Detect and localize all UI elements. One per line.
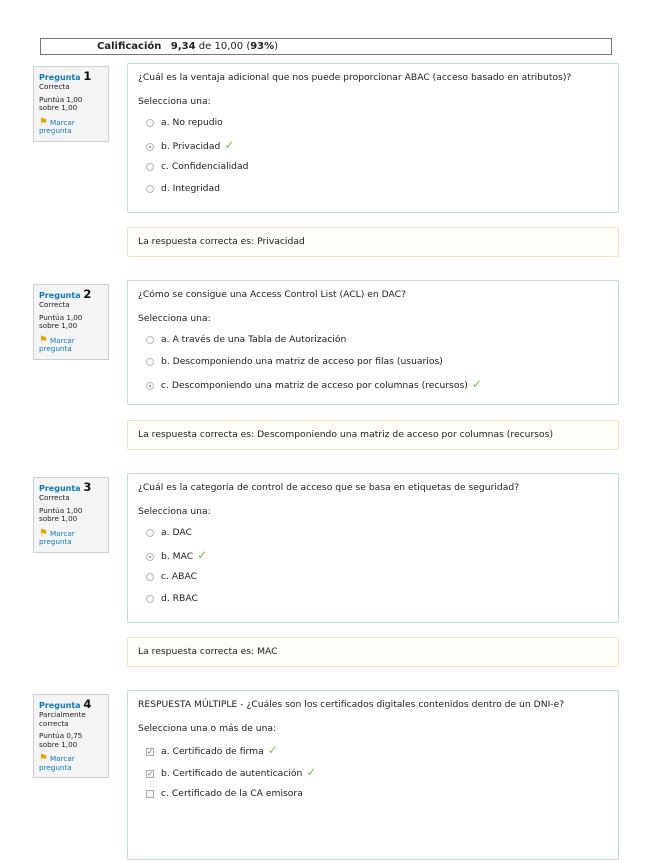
radio-button[interactable]	[146, 119, 154, 127]
answer-option[interactable]	[138, 761, 608, 783]
flag-question-link[interactable]	[39, 527, 104, 547]
check-icon: ✓	[224, 138, 235, 152]
radio-button[interactable]	[146, 358, 154, 366]
answer-option[interactable]	[138, 156, 608, 178]
option-label: b. Certificado de autenticación	[161, 768, 303, 779]
question-mark: Puntúa 0,75 sobre 1,00	[39, 731, 83, 749]
question-prompt: Selecciona una:	[138, 96, 211, 107]
option-label: a. Certificado de firma	[161, 746, 264, 757]
grade-score: 9,34	[170, 41, 196, 52]
option-label: a. A través de una Tabla de Autorización	[161, 334, 347, 345]
question-label: Pregunta	[39, 291, 81, 300]
question-prompt: Selecciona una:	[138, 506, 211, 517]
grade-pct-close: )	[274, 41, 279, 52]
question-mark: Puntúa 1,00 sobre 1,00	[39, 94, 83, 112]
flag-question-link[interactable]	[39, 334, 104, 354]
answer-option[interactable]	[138, 544, 608, 566]
radio-button[interactable]	[146, 163, 154, 171]
question-label: Pregunta	[39, 73, 81, 82]
check-icon: ✓	[471, 377, 482, 391]
question-mark: Puntúa 1,00 sobre 1,00	[39, 505, 83, 523]
question-content	[127, 473, 619, 623]
question-prompt: Selecciona una:	[138, 313, 211, 324]
answer-option[interactable]	[138, 351, 608, 373]
checkbox[interactable]: ✓	[147, 747, 153, 756]
checkbox[interactable]: ✓	[147, 769, 153, 778]
question-text: ¿Cómo se consigue una Access Control List (ACL) en DAC?	[138, 289, 406, 300]
radio-button[interactable]	[146, 529, 154, 537]
flag-label: Marcar pregunta	[39, 117, 75, 135]
answer-option[interactable]	[138, 522, 608, 544]
grade-label: Calificación	[97, 41, 162, 52]
flag-icon: ⚑	[39, 334, 48, 346]
flag-icon: ⚑	[39, 753, 48, 764]
answer-option[interactable]	[138, 588, 608, 610]
option-label: b. Descomponiendo una matriz de acceso por filas (usuarios)	[161, 356, 443, 367]
question-label: Pregunta	[39, 701, 81, 710]
answer-option[interactable]	[138, 329, 608, 351]
option-label: c. Confidencialidad	[161, 161, 249, 172]
answer-option[interactable]	[138, 566, 608, 588]
radio-button[interactable]	[146, 573, 154, 581]
option-label: c. ABAC	[161, 571, 198, 582]
radio-button[interactable]	[146, 595, 154, 603]
question-number: 3	[83, 480, 92, 494]
option-label: b. Privacidad	[161, 141, 221, 152]
check-icon: ✓	[267, 743, 278, 757]
correct-answer-feedback: La respuesta correcta es: Descomponiendo una matriz de acceso por columnas (recursos)	[127, 420, 619, 450]
flag-question-link[interactable]	[39, 116, 104, 136]
question-text: ¿Cuál es la categoría de control de acceso que se basa en etiquetas de seguridad?	[138, 482, 520, 493]
check-icon: ✓	[197, 548, 208, 562]
radio-button[interactable]	[146, 553, 154, 561]
question-state: Correcta	[39, 82, 70, 91]
flag-label: Marcar pregunta	[39, 754, 75, 772]
question-state: Parcialmente correcta	[39, 710, 86, 728]
correct-answer-feedback: La respuesta correcta es: Privacidad	[127, 227, 619, 257]
grade-sep: de	[198, 41, 212, 52]
option-label: a. DAC	[161, 527, 192, 538]
question-number: 4	[83, 697, 92, 711]
question-info	[33, 694, 109, 778]
flag-icon: ⚑	[39, 527, 48, 539]
question-state: Correcta	[39, 300, 70, 309]
question-text: RESPUESTA MÚLTIPLE - ¿Cuáles son los certificados digitales contenidos dentro de un DNI-e?	[138, 699, 565, 710]
answer-option[interactable]	[138, 373, 608, 395]
answer-option[interactable]	[138, 134, 608, 156]
radio-button[interactable]	[146, 143, 154, 151]
option-label: d. Integridad	[161, 183, 220, 194]
radio-button[interactable]	[146, 382, 154, 390]
correct-answer-feedback: La respuesta correcta es: MAC	[127, 637, 619, 667]
option-label: c. Descomponiendo una matriz de acceso por columnas (recursos)	[161, 380, 468, 391]
answer-option[interactable]	[138, 739, 608, 761]
answer-option[interactable]	[138, 112, 608, 134]
flag-question-link[interactable]	[39, 755, 104, 772]
grade-percent: 93%	[250, 41, 275, 52]
flag-label: Marcar pregunta	[39, 335, 75, 353]
option-label: a. No repudio	[161, 117, 223, 128]
question-state: Correcta	[39, 493, 70, 502]
question-mark: Puntúa 1,00 sobre 1,00	[39, 312, 83, 330]
answer-option[interactable]	[138, 178, 608, 200]
grade-pct-open: (	[246, 41, 251, 52]
option-label: b. MAC	[161, 551, 194, 562]
radio-button[interactable]	[146, 185, 154, 193]
checkbox[interactable]	[146, 790, 154, 798]
option-label: d. RBAC	[161, 593, 198, 604]
question-number: 1	[83, 69, 92, 83]
radio-button[interactable]	[146, 336, 154, 344]
question-content	[127, 280, 619, 405]
question-info	[33, 66, 109, 142]
answer-option[interactable]	[138, 783, 608, 805]
question-content	[127, 690, 619, 860]
question-prompt: Selecciona una o más de una:	[138, 723, 277, 734]
question-number: 2	[83, 287, 92, 301]
flag-icon: ⚑	[39, 116, 48, 128]
question-info	[33, 477, 109, 553]
check-icon: ✓	[306, 765, 317, 779]
question-content	[127, 63, 619, 213]
grade-summary	[40, 38, 612, 55]
question-text: ¿Cuál es la ventaja adicional que nos puede proporcionar ABAC (acceso basado en atributos)?	[138, 72, 572, 83]
option-label: c. Certificado de la CA emisora	[161, 788, 303, 799]
question-label: Pregunta	[39, 484, 81, 493]
flag-label: Marcar pregunta	[39, 528, 75, 546]
grade-max: 10,00	[214, 41, 244, 52]
question-info	[33, 284, 109, 360]
